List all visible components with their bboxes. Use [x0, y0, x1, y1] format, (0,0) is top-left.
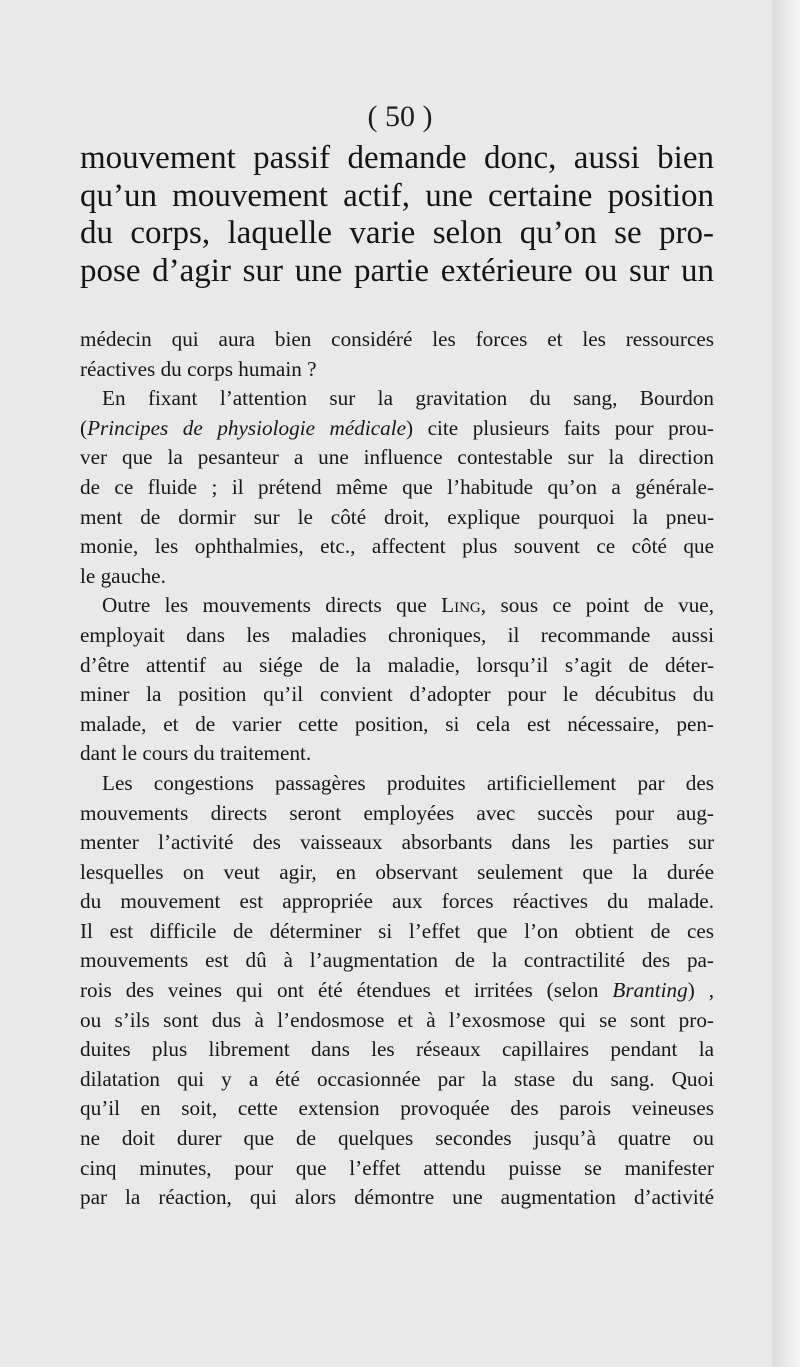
- page-number: ( 50 ): [367, 100, 433, 133]
- text-fragment: ) ,: [687, 978, 715, 1003]
- continuation-text: [80, 140, 714, 290]
- paragraph-line: monie, les ophthalmies, etc., affectent plus souvent ce côté que: [80, 534, 714, 559]
- paragraph-line: mouvements est dû à l’augmentation de la contractilité des pa-: [80, 948, 714, 973]
- text-line: médecin qui aura bien considéré les forces et les ressources: [80, 327, 714, 351]
- author-name: Branting: [612, 978, 688, 1003]
- paragraph-line: En fixant l’attention sur la gravitation du sang, Bourdon: [102, 386, 714, 411]
- paragraph-line: ment de dormir sur le côté droit, explique pourquoi la pneu-: [80, 504, 714, 529]
- page-edge-shadow: [772, 0, 800, 1367]
- paragraph-line: menter l’activité des vaisseaux absorbants dans les parties sur: [80, 830, 714, 855]
- paragraph-line: dant le cours du traitement.: [80, 741, 312, 766]
- paragraph-line: malade, et de varier cette position, si cela est nécessaire, pen-: [80, 711, 714, 736]
- paragraph-line: miner la position qu’il convient d’adopter pour le décubitus du: [80, 682, 714, 707]
- paragraph-line: ne doit durer que de quelques secondes jusqu’à quatre ou: [80, 1126, 714, 1151]
- text-fragment: rois des veines qui ont été étendues et irritées (selon: [80, 978, 613, 1003]
- body-text: [80, 325, 714, 1213]
- paragraph-line: duites plus librement dans les réseaux capillaires pendant la: [80, 1037, 714, 1062]
- paragraph-line: Il est difficile de déterminer si l’effet que l’on obtient de ces: [80, 918, 714, 943]
- show-through-mark: [430, 40, 630, 62]
- text-line: du corps, laquelle varie selon qu’on se pro-: [80, 215, 714, 251]
- book-title: Principes de physiologie médicale: [87, 415, 406, 440]
- text-fragment: Outre les mouvements directs que: [102, 593, 442, 618]
- paragraph-line: cinq minutes, pour que l’effet attendu puisse se manifester: [80, 1155, 714, 1180]
- paragraph-line: ou s’ils sont dus à l’endosmose et à l’exosmose qui se sont pro-: [80, 1007, 714, 1032]
- paragraph-line: ver que la pesanteur a une influence contestable sur la direction: [80, 445, 714, 470]
- text-fragment: (: [80, 415, 88, 440]
- paragraph-line: mouvements directs seront employées avec succès pour aug-: [80, 800, 714, 825]
- author-name: Ling: [441, 593, 481, 618]
- paragraph-line: qu’il en soit, cette extension provoquée des parois veineuses: [80, 1096, 714, 1121]
- text-line: mouvement passif demande donc, aussi bien: [80, 140, 714, 176]
- paragraph-line: [80, 976, 714, 1006]
- text-line: qu’un mouvement actif, une certaine position: [80, 177, 714, 214]
- text-fragment: ) cite plusieurs faits pour prou-: [406, 415, 714, 440]
- paragraph-line: employait dans les maladies chroniques, il recommande aussi: [80, 622, 714, 647]
- paragraph-line: lesquelles on veut agir, en observant seulement que la durée: [80, 859, 714, 884]
- paragraph-line: [80, 591, 714, 621]
- paragraph-line: le gauche.: [80, 563, 166, 588]
- paragraph-line: d’être attentif au siége de la maladie, lorsqu’il s’agit de déter-: [80, 652, 714, 677]
- paragraph-line: dilatation qui y a été occasionnée par la stase du sang. Quoi: [80, 1066, 714, 1091]
- paragraph-line: [80, 414, 714, 444]
- paragraph-line: Les congestions passagères produites artificiellement par des: [102, 770, 714, 795]
- paragraph-line: du mouvement est appropriée aux forces réactives du malade.: [80, 889, 714, 914]
- text-line: réactives du corps humain ?: [80, 356, 317, 381]
- paragraph-line: par la réaction, qui alors démontre une augmentation d’activité: [80, 1185, 714, 1210]
- text-fragment: , sous ce point de vue,: [480, 593, 714, 618]
- text-line: pose d’agir sur une partie extérieure ou sur un: [80, 252, 714, 289]
- paragraph-line: de ce fluide ; il prétend même que l’habitude qu’on a générale-: [80, 474, 714, 499]
